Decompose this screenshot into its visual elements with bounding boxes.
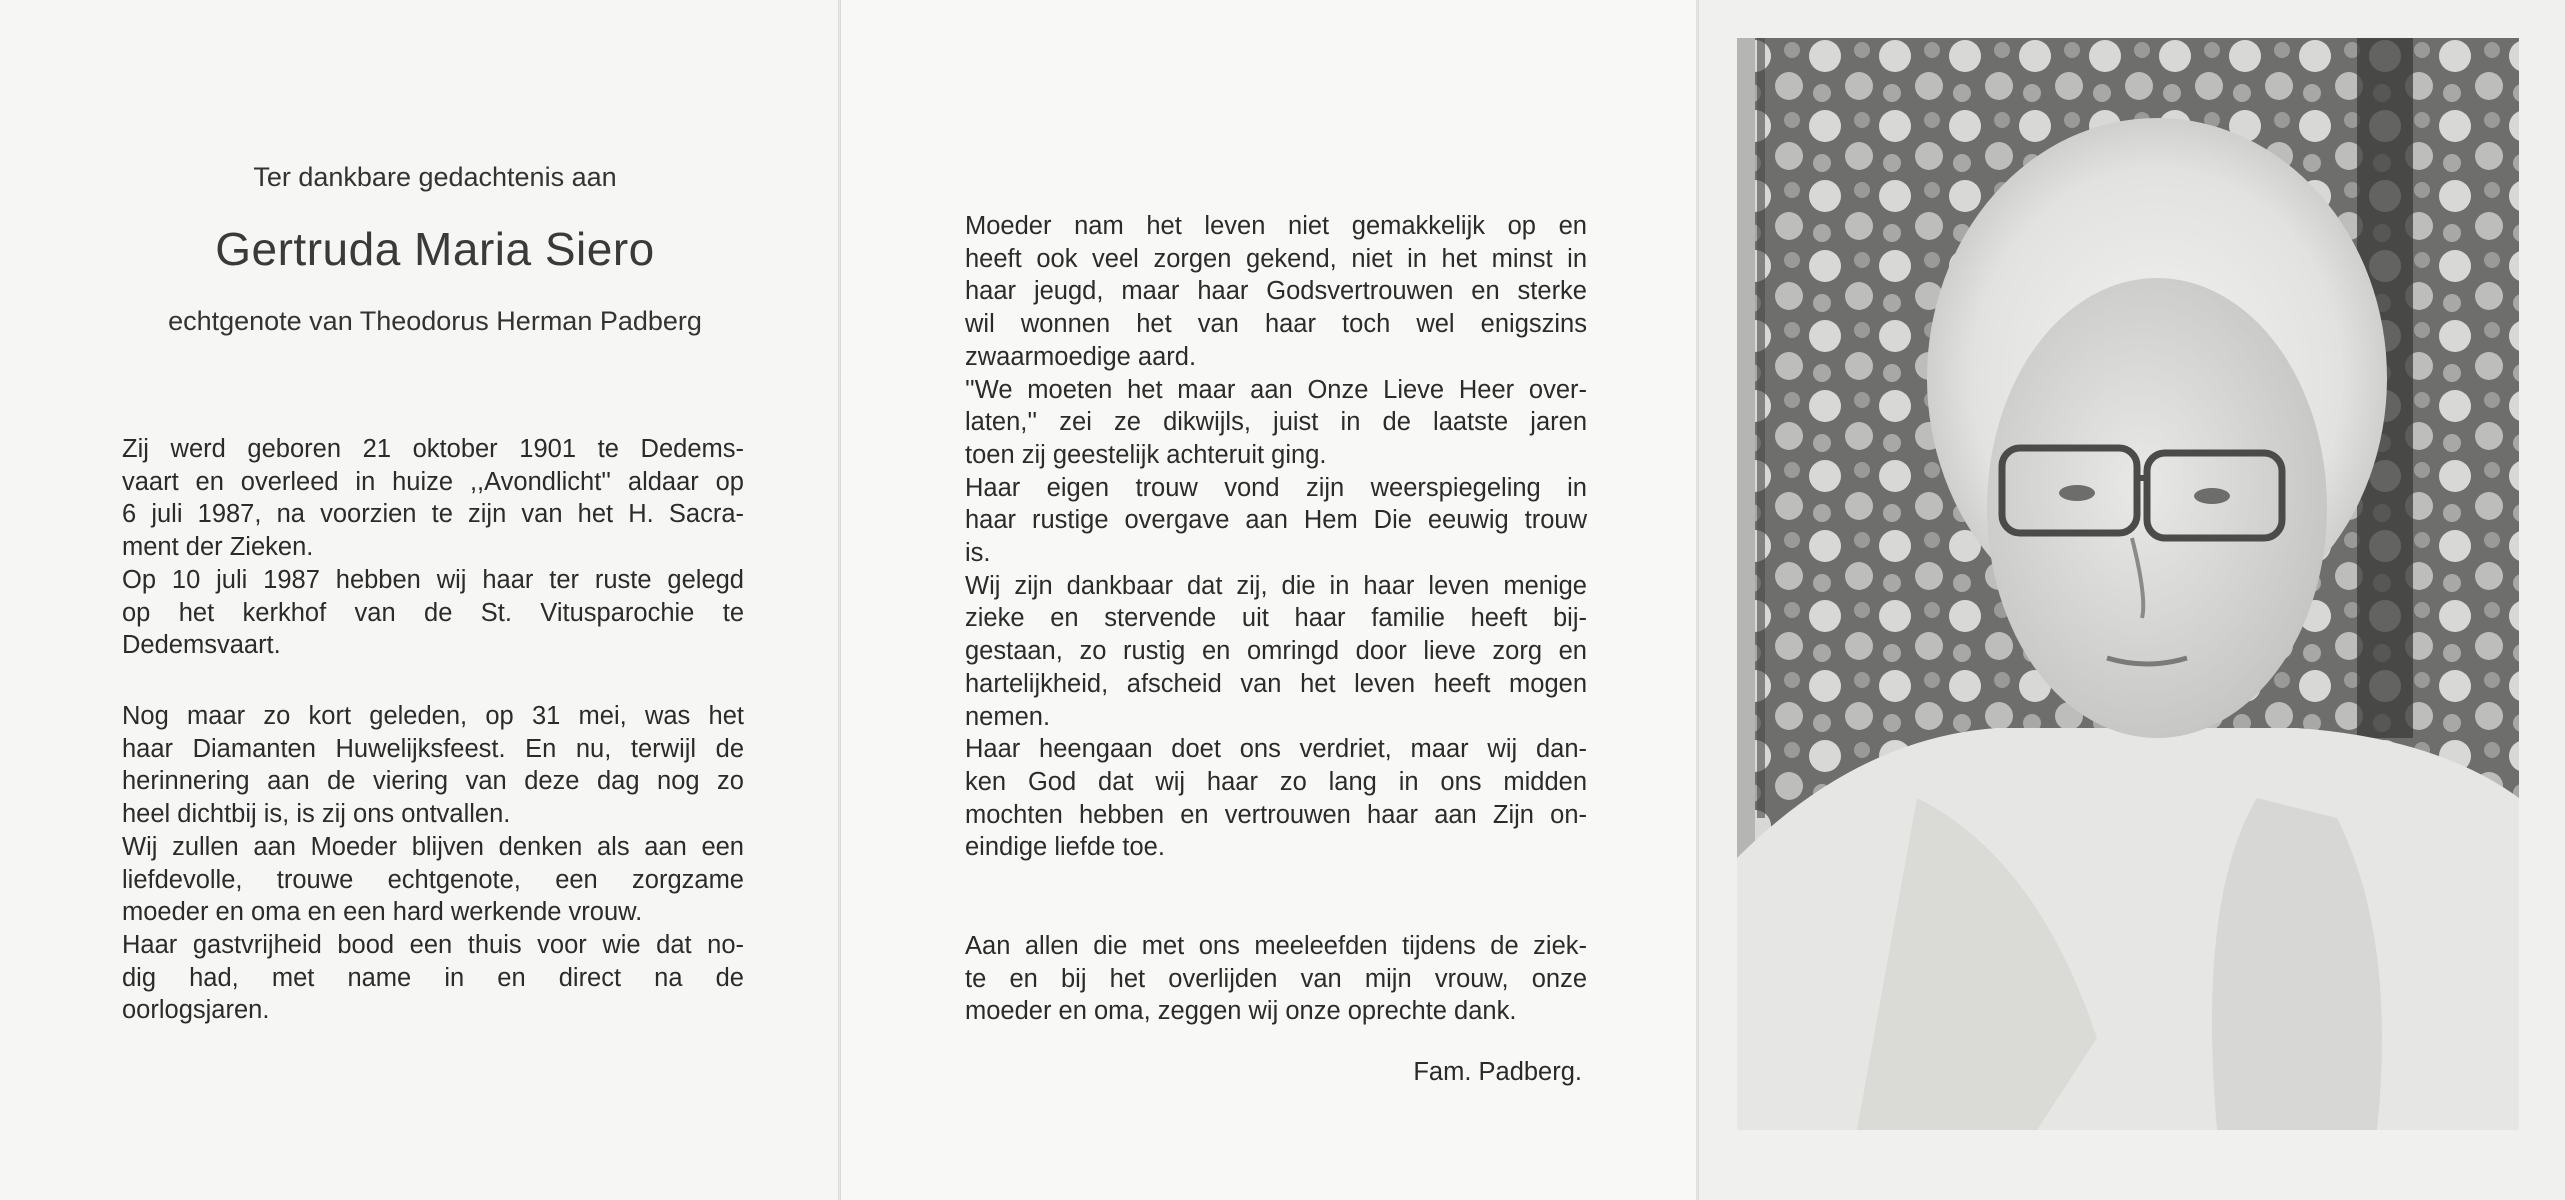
- text-line: 6 juli 1987, na voorzien te zijn van het H. Sacra-: [122, 500, 744, 529]
- family-signature: Fam. Padberg.: [1413, 1058, 1582, 1086]
- text-line: op het kerkhof van de St. Vitusparochie te: [122, 598, 744, 627]
- text-line: is.: [965, 539, 991, 568]
- text-line: heeft ook veel zorgen gekend, niet in het minst in: [965, 244, 1587, 273]
- text-line: Moeder nam het leven niet gemakkelijk op en: [965, 212, 1587, 240]
- text-line: dig had, met name in en direct na de: [122, 963, 744, 992]
- fold-line-right: [1696, 0, 1699, 1200]
- text-line: liefdevolle, trouwe echtgenote, een zorgzame: [122, 865, 744, 894]
- portrait-image: [1737, 38, 2519, 1130]
- text-line: Nog maar zo kort geleden, op 31 mei, was het: [122, 702, 744, 730]
- text-line: te en bij het overlijden van mijn vrouw, onze: [965, 964, 1587, 993]
- text-line: oorlogsjaren.: [122, 996, 270, 1025]
- deceased-name: Gertruda Maria Siero: [215, 223, 655, 275]
- text-line: wil wonnen het van haar toch wel enigszins: [965, 310, 1587, 339]
- dedication-intro: Ter dankbare gedachtenis aan: [253, 162, 617, 192]
- text-line: heel dichtbij is, is zij ons ontvallen.: [122, 800, 511, 829]
- right-panel: [1698, 0, 2565, 1200]
- text-line: laten,'' zei ze dikwijls, juist in de laatste jaren: [965, 408, 1587, 437]
- text-line: haar rustige overgave aan Hem Die eeuwig trouw: [965, 506, 1587, 535]
- text-line: vaart en overleed in huize ,,Avondlicht'' aldaar op: [122, 467, 744, 496]
- text-line: zieke en stervende uit haar familie heeft bij-: [965, 604, 1587, 633]
- text-line: gestaan, zo rustig en omringd door lieve zorg en: [965, 637, 1587, 666]
- text-line: Haar heengaan doet ons verdriet, maar wij dan-: [965, 735, 1587, 764]
- text-line: mochten hebben en vertrouwen haar aan Zijn on-: [965, 800, 1587, 829]
- text-line: nemen.: [965, 702, 1051, 731]
- thanks-paragraph: [965, 930, 1587, 1028]
- text-line: haar Diamanten Huwelijksfeest. En nu, terwijl de: [122, 734, 744, 763]
- memories-paragraph: [122, 700, 744, 1027]
- text-line: moeder en oma, zeggen wij onze oprechte dank.: [965, 997, 1517, 1026]
- text-line: moeder en oma en een hard werkende vrouw.: [122, 898, 643, 927]
- spouse-line: echtgenote van Theodorus Herman Padberg: [168, 306, 702, 336]
- text-line: toen zij geestelijk achteruit ging.: [965, 440, 1327, 469]
- text-line: Zij werd geboren 21 oktober 1901 te Dedems-: [122, 435, 744, 463]
- text-line: Wij zijn dankbaar dat zij, die in haar leven menige: [965, 571, 1587, 600]
- text-line: eindige liefde toe.: [965, 833, 1165, 862]
- text-line: hartelijkheid, afscheid van het leven heeft mogen: [965, 669, 1587, 698]
- character-paragraph: [965, 210, 1587, 864]
- text-line: Haar gastvrijheid bood een thuis voor wie dat no-: [122, 930, 744, 959]
- text-line: ment der Zieken.: [122, 533, 314, 562]
- text-line: haar jeugd, maar haar Godsvertrouwen en sterke: [965, 277, 1587, 306]
- text-line: Dedemsvaart.: [122, 631, 281, 660]
- text-line: zwaarmoedige aard.: [965, 342, 1197, 371]
- portrait-photo: [1737, 38, 2519, 1130]
- text-line: herinnering aan de viering van deze dag nog zo: [122, 767, 744, 796]
- text-line: ''We moeten het maar aan Onze Lieve Heer over-: [965, 375, 1587, 404]
- biography-paragraph: [122, 433, 744, 662]
- text-line: Wij zullen aan Moeder blijven denken als aan een: [122, 832, 744, 861]
- text-line: Haar eigen trouw vond zijn weerspiegeling in: [965, 473, 1587, 502]
- text-line: Aan allen die met ons meeleefden tijdens de ziek-: [965, 932, 1587, 960]
- text-line: Op 10 juli 1987 hebben wij haar ter ruste gelegd: [122, 565, 744, 594]
- fold-line-left: [838, 0, 841, 1200]
- text-line: ken God dat wij haar zo lang in ons midden: [965, 767, 1587, 796]
